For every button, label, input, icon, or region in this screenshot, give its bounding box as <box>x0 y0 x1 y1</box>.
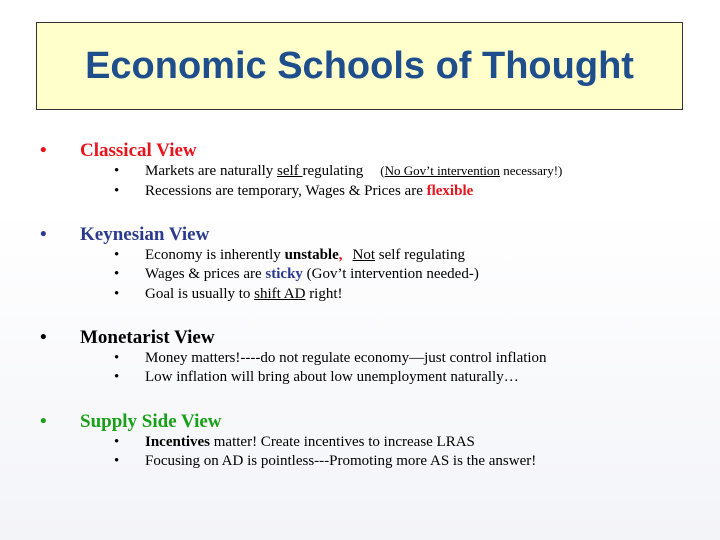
keynesian-point-3 <box>114 286 343 303</box>
text: (Gov’t intervention needed-) <box>302 266 479 282</box>
bullet: • <box>114 266 120 282</box>
text: matter! Create incentives to increase LRAS <box>210 434 475 450</box>
text: Markets are naturally <box>145 163 278 179</box>
text-underlined: Not <box>352 247 375 263</box>
title-box <box>36 22 683 110</box>
text: right! <box>305 286 343 302</box>
classical-point-1 <box>114 163 562 180</box>
text-emphasis: , <box>338 247 343 263</box>
bullet: • <box>114 286 120 302</box>
bullet: • <box>40 224 47 245</box>
text-emphasis: unstable <box>284 247 339 263</box>
monetarist-heading <box>40 327 215 349</box>
supply-side-point-2 <box>114 453 536 470</box>
text: Focusing on AD is pointless---Promoting more AS is the answer! <box>145 453 537 469</box>
bullet: • <box>40 411 47 432</box>
text-emphasis: flexible <box>426 183 474 199</box>
text-emphasis: Incentives <box>145 434 210 450</box>
text: necessary!) <box>499 163 563 178</box>
supply-side-point-1 <box>114 434 475 451</box>
text-underlined: No Gov’t intervention <box>384 163 500 178</box>
monetarist-point-2 <box>114 369 519 386</box>
supply-side-heading <box>40 411 222 433</box>
text: Low inflation will bring about low unemployment naturally… <box>145 369 519 385</box>
bullet: • <box>114 247 120 263</box>
text-underlined: self <box>277 163 303 179</box>
text: Economy is inherently <box>145 247 285 263</box>
supply-side-heading-text: Supply Side View <box>80 411 222 432</box>
text: Goal is usually to <box>145 286 255 302</box>
bullet: • <box>114 453 120 469</box>
text: self regulating <box>375 247 465 263</box>
keynesian-point-1 <box>114 247 465 264</box>
bullet: • <box>114 434 120 450</box>
classical-heading-text: Classical View <box>80 140 197 161</box>
keynesian-heading <box>40 224 209 246</box>
classical-point-2 <box>114 183 473 200</box>
monetarist-point-1 <box>114 350 547 367</box>
text-emphasis: sticky <box>265 266 303 282</box>
bullet: • <box>40 327 47 348</box>
classical-heading <box>40 140 197 162</box>
bullet: • <box>114 163 120 179</box>
bullet: • <box>114 350 120 366</box>
text: Wages & prices are <box>145 266 266 282</box>
monetarist-heading-text: Monetarist View <box>80 327 215 348</box>
keynesian-point-2 <box>114 266 479 283</box>
slide-title: Economic Schools of Thought <box>85 44 634 87</box>
bullet: • <box>114 183 120 199</box>
bullet: • <box>40 140 47 161</box>
keynesian-heading-text: Keynesian View <box>80 224 210 245</box>
text: ( <box>380 163 385 178</box>
bullet: • <box>114 369 120 385</box>
text: regulating <box>302 163 364 179</box>
text: Recessions are temporary, Wages & Prices are <box>145 183 427 199</box>
text: Money matters!----do not regulate economy—just control inflation <box>145 350 547 366</box>
text-underlined: shift AD <box>254 286 306 302</box>
